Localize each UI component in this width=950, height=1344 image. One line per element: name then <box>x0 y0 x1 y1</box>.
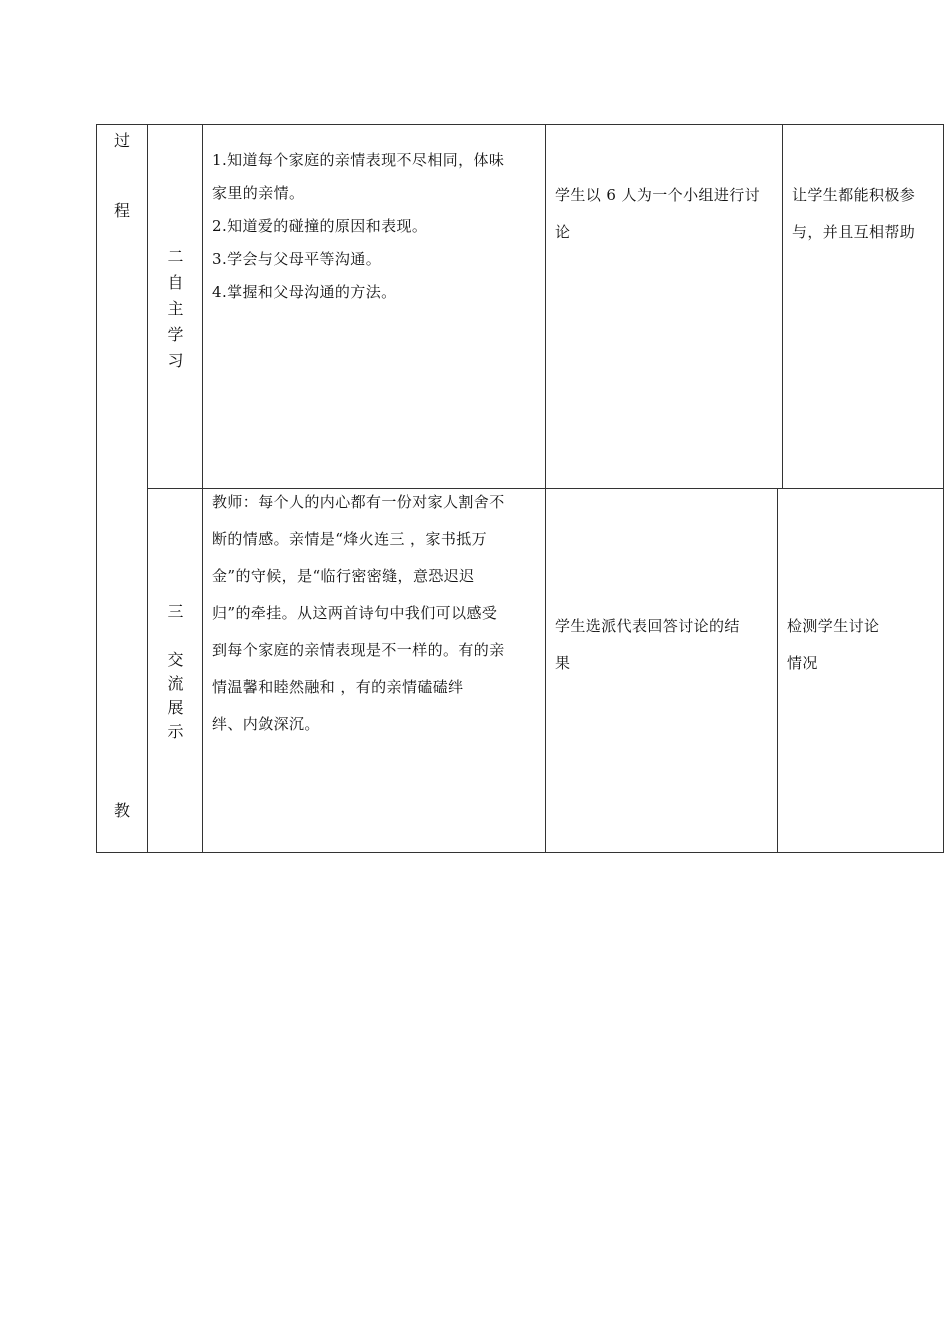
content-line: 3.学会与父母平等沟通。 <box>212 250 382 268</box>
content-line: 1.知道每个家庭的亲情表现不尽相同，体味 <box>212 151 505 169</box>
side-label-char: 教 <box>113 801 130 820</box>
purpose-cell <box>787 608 941 682</box>
table-top-border <box>96 124 944 125</box>
content-line: 绊、内敛深沉。 <box>212 715 320 733</box>
purpose-line: 让学生都能积极参 <box>792 186 916 204</box>
purpose-line: 检测学生讨论 <box>787 617 880 635</box>
content-line: 金”的守候，是“临行密密缝，意恐迟迟 <box>212 567 475 585</box>
side-label-char: 程 <box>113 201 130 220</box>
content-line: 教师：每个人的内心都有一份对家人割舍不 <box>212 493 505 511</box>
col-divider-3 <box>545 124 546 853</box>
table-bottom-border <box>96 852 944 853</box>
content-cell <box>212 484 544 743</box>
stage-label: 三 交 流 展 示 <box>167 602 184 741</box>
content-line: 归”的牵挂。从这两首诗句中我们可以感受 <box>212 604 498 622</box>
purpose-line: 情况 <box>787 654 818 672</box>
content-line: 4.掌握和父母沟通的方法。 <box>212 283 397 301</box>
activity-cell <box>555 177 780 251</box>
activity-line: 果 <box>555 654 571 672</box>
col-divider-4-row1 <box>782 124 783 489</box>
activity-cell <box>555 608 775 682</box>
activity-line: 学生以 6 人为一个小组进行讨 <box>555 186 761 204</box>
table-right-border <box>943 124 944 853</box>
content-line: 2.知道爱的碰撞的原因和表现。 <box>212 217 428 235</box>
content-line: 家里的亲情。 <box>212 184 305 202</box>
col-divider-4-row2 <box>777 488 778 853</box>
activity-line: 论 <box>555 223 571 241</box>
content-line: 情温馨和睦然融和 ，有的亲情磕磕绊 <box>212 678 464 696</box>
content-line: 断的情感。亲情是“烽火连三 ，家书抵万 <box>212 530 488 548</box>
purpose-line: 与，并且互相帮助 <box>792 223 916 241</box>
activity-line: 学生选派代表回答讨论的结 <box>555 617 740 635</box>
side-label-char: 过 <box>113 131 130 150</box>
lesson-plan-table <box>96 124 944 853</box>
content-cell <box>212 144 542 309</box>
stage-label: 二 自 主 学 习 <box>167 247 184 370</box>
table-left-border <box>96 124 97 853</box>
purpose-cell <box>792 177 942 251</box>
content-line: 到每个家庭的亲情表现是不一样的。有的亲 <box>212 641 505 659</box>
